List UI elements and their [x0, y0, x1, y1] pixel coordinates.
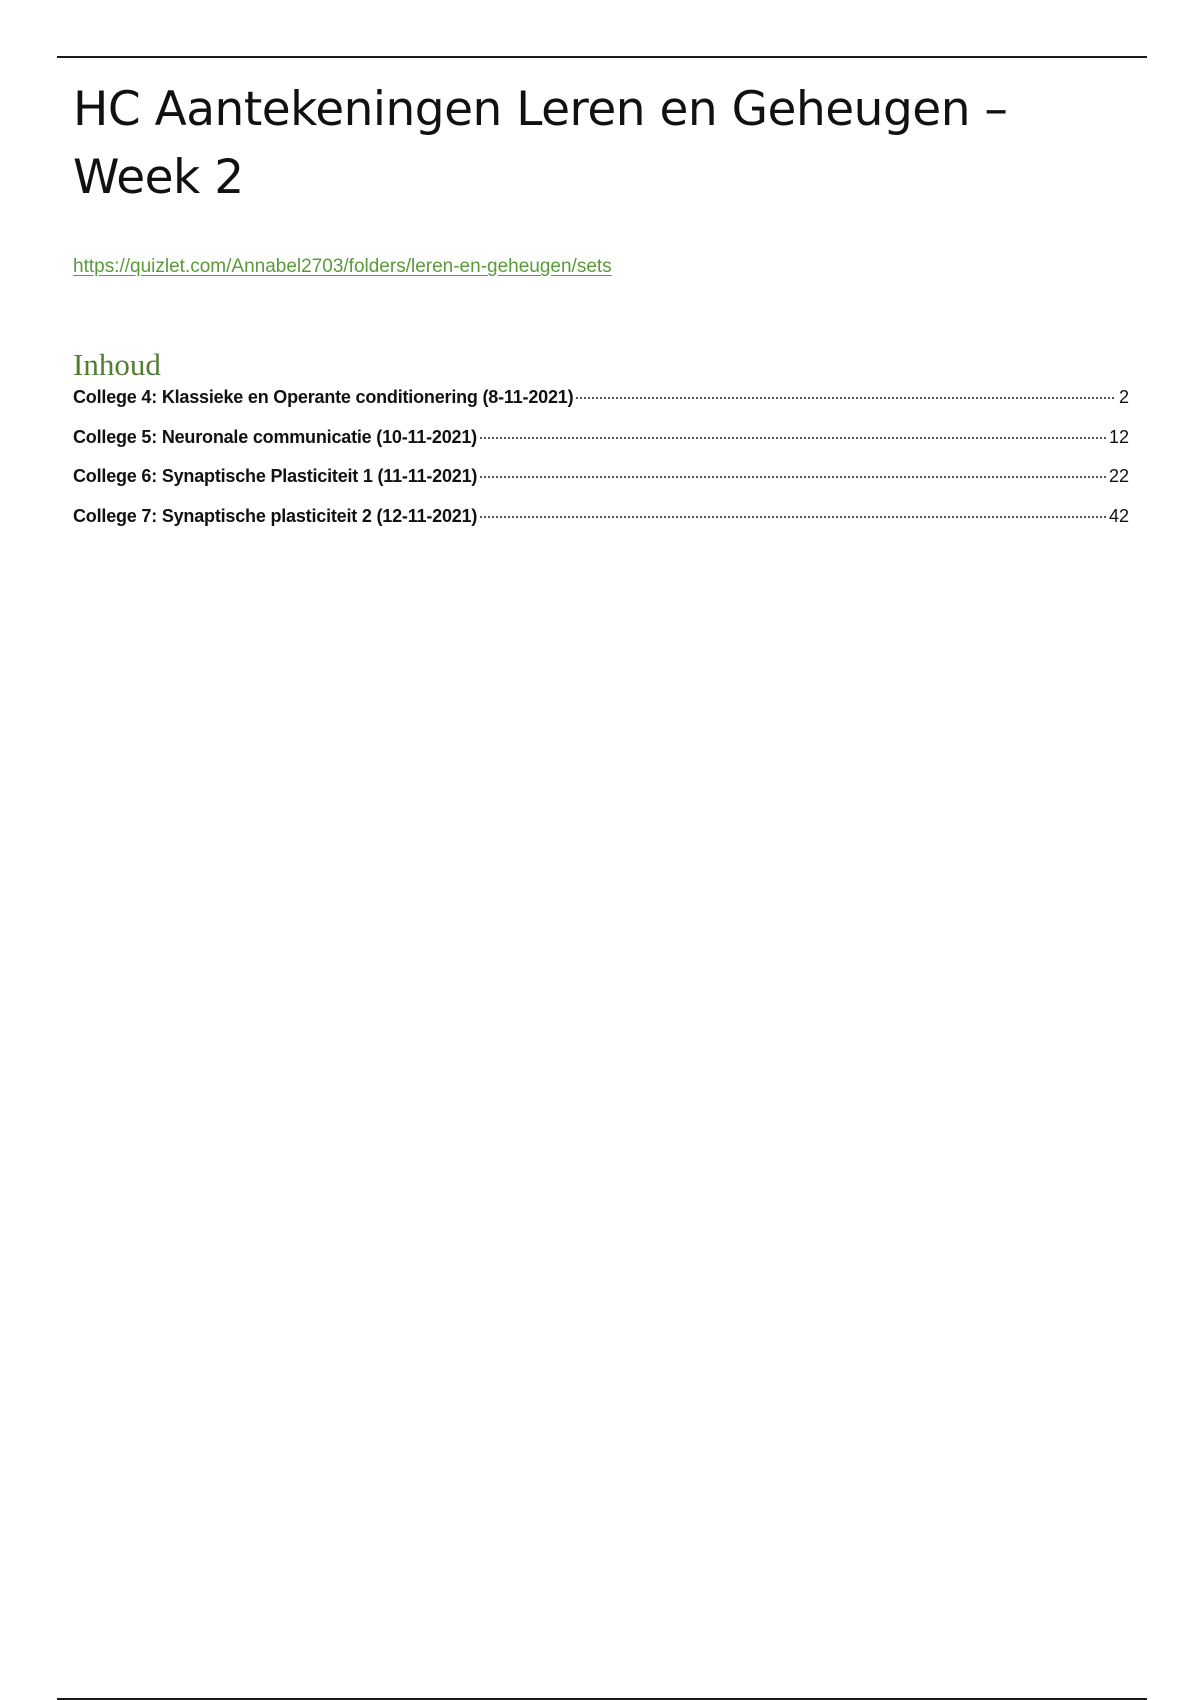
toc-dot-leader [480, 476, 1106, 478]
toc-entry-college-6[interactable] [73, 466, 1129, 506]
toc-entry-college-5[interactable] [73, 427, 1129, 467]
toc-entry-label: College 4: Klassieke en Operante conditionering (8-11-2021) [73, 387, 574, 407]
toc-entry-page: 22 [1108, 466, 1129, 486]
toc-dot-leader [480, 437, 1106, 439]
table-of-contents [73, 387, 1129, 545]
header-rule [57, 56, 1147, 58]
toc-dot-leader [480, 516, 1106, 518]
toc-entry-page: 42 [1108, 505, 1129, 526]
title-line-2: Week 2 [73, 150, 244, 205]
toc-entry-label: College 6: Synaptische Plasticiteit 1 (11-11-2021) [73, 466, 478, 486]
page-content [73, 76, 1129, 545]
toc-entry-label: College 5: Neuronale communicatie (10-11-2021) [73, 426, 477, 447]
toc-heading: Inhoud [73, 347, 161, 382]
document-title [73, 76, 1129, 212]
toc-entry-college-7[interactable] [73, 506, 1129, 546]
toc-entry-college-4[interactable] [73, 387, 1129, 427]
title-line-1: HC Aantekeningen Leren en Geheugen – [73, 82, 1008, 137]
quizlet-link[interactable]: https://quizlet.com/Annabel2703/folders/leren-en-geheugen/sets [73, 256, 612, 277]
toc-entry-page: 2 [1118, 387, 1129, 407]
toc-dot-leader [576, 397, 1114, 399]
toc-entry-page: 12 [1108, 426, 1129, 447]
toc-entry-label: College 7: Synaptische plasticiteit 2 (12-11-2021) [73, 505, 478, 526]
